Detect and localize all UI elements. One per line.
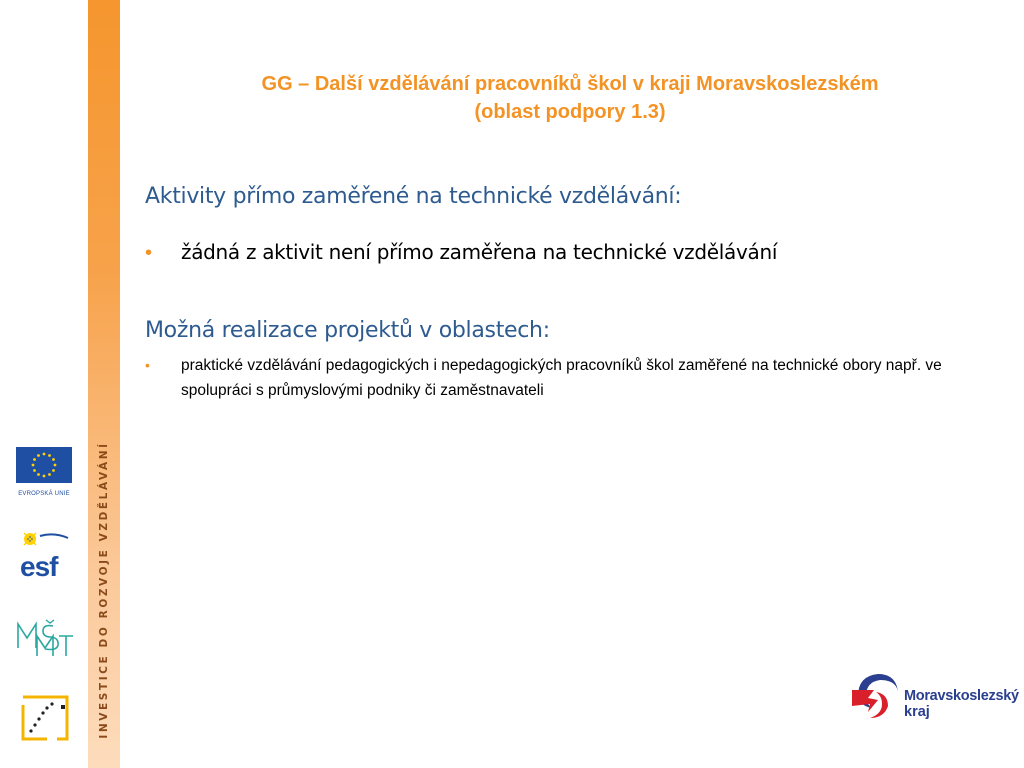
esf-logo (20, 530, 72, 582)
slide-title-line1: GG – Další vzdělávání pracovníků škol v kraji Moravskoslezském (261, 73, 879, 95)
msmt-logo (15, 618, 75, 658)
section1-heading: Aktivity přímo zaměřené na technické vzdělávání: (145, 184, 682, 209)
vertical-label: INVESTICE DO ROZVOJE VZDĚLÁVÁNÍ (98, 441, 110, 739)
esf-label: esf (20, 551, 58, 582)
bullet-dot-icon: • (145, 242, 153, 264)
section1-bullet-item (145, 240, 777, 266)
section2-bullet-text: praktické vzdělávání pedagogických i nepedagogických pracovníků škol zaměřené na technické obory např. ve spolupráci s průmyslovými podniky či zaměstnavateli (181, 357, 942, 399)
eu-flag-icon (15, 447, 73, 483)
section2-bullet-item (145, 353, 971, 403)
vertical-label-container (88, 430, 120, 750)
eu-logo (15, 447, 73, 497)
msk-region-suffix: kraj (904, 704, 930, 720)
ipn-logo (17, 693, 71, 743)
section2-heading: Možná realizace projektů v oblastech: (145, 318, 550, 343)
msk-region-name: Moravskoslezský (904, 688, 1019, 704)
ipn-square-logo-icon (17, 693, 71, 743)
slide-title (140, 70, 1000, 126)
msmt-logo-icon (15, 618, 75, 658)
esf-logo-icon (20, 530, 72, 548)
msk-region-logo-icon (848, 668, 904, 724)
eu-label: EVROPSKÁ UNIE (18, 491, 70, 497)
section1-bullet-text: žádná z aktivit není přímo zaměřena na technické vzdělávání (181, 240, 778, 264)
msk-region-logo (848, 668, 1018, 724)
slide-title-line2: (oblast podpory 1.3) (474, 101, 666, 123)
bullet-dot-icon: • (145, 357, 150, 373)
